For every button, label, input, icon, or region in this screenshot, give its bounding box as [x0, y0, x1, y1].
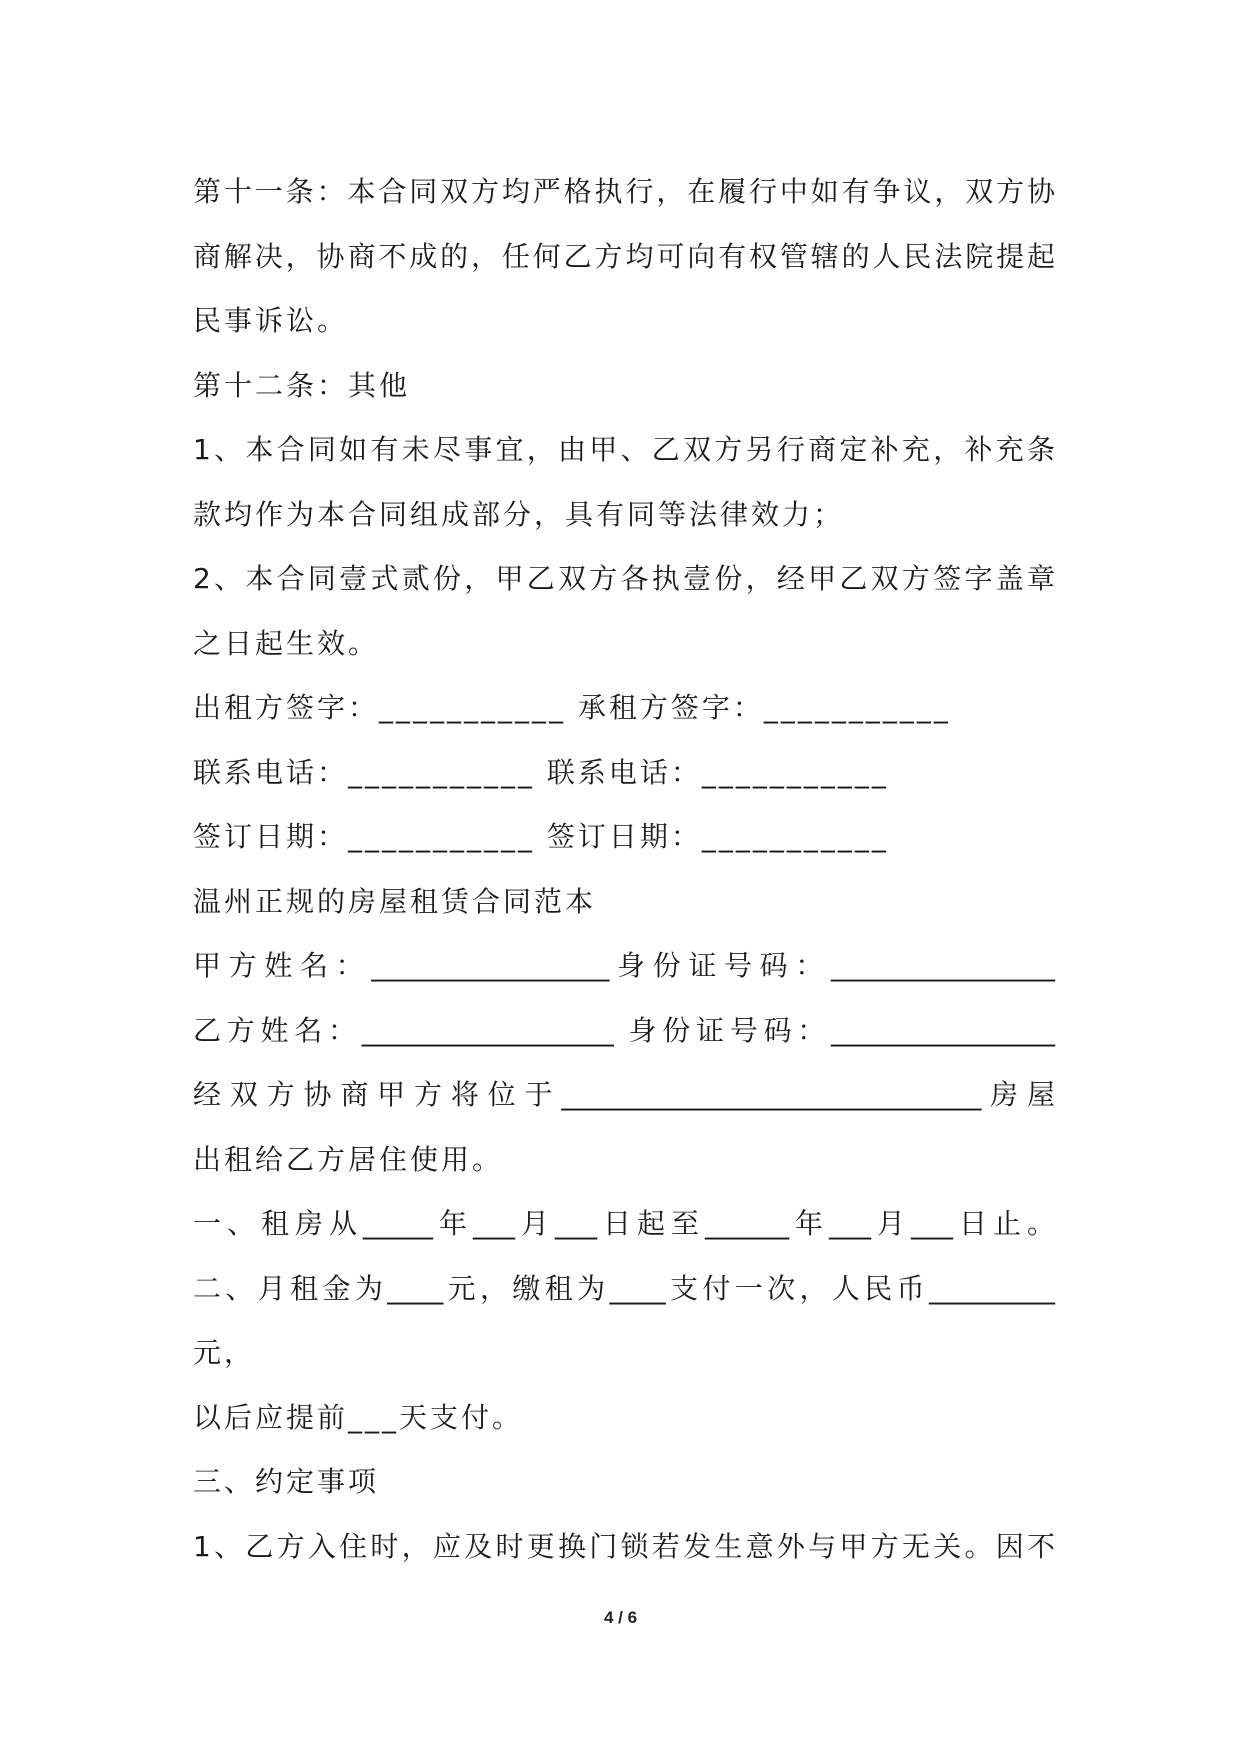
agreed-matters-heading: 三、约定事项 — [193, 1465, 380, 1498]
clause-12-item-2-line-1: 2、本合同壹式贰份，甲乙双方各执壹份，经甲乙双方签字盖章 — [193, 562, 1055, 595]
clause-12-heading: 第十二条：其他 — [193, 368, 411, 402]
clause-12-item-2-line-2: 之日起生效。 — [193, 626, 380, 660]
rental-term-line: 一、租房从_____年___月___日起至______年___月___日止。 — [193, 1207, 1055, 1240]
clause-12-item-1-line-1: 1、本合同如有未尽事宜，由甲、乙双方另行商定补充，补充条 — [193, 433, 1055, 466]
document-body — [193, 160, 1055, 1579]
clause-11-line-2: 商解决，协商不成的，任何乙方均可向有权管辖的人民法院提起 — [193, 239, 1055, 273]
agreed-matters-item-1: 1、乙方入住时，应及时更换门锁若发生意外与甲方无关。因不 — [193, 1529, 1055, 1563]
clause-11-line-3: 民事诉讼。 — [193, 304, 349, 337]
payment-advance-line: 以后应提前___天支付。 — [193, 1400, 524, 1434]
clause-11-line-1: 第十一条：本合同双方均严格执行，在履行中如有争议，双方协 — [193, 175, 1055, 208]
clause-12-item-1-line-2: 款均作为本合同组成部分，具有同等法律效力； — [193, 497, 845, 531]
page-number: 4 / 6 — [603, 1608, 638, 1627]
party-b-line: 乙方姓名：__________________ 身份证号码：________________ — [193, 1013, 1055, 1047]
second-contract-title: 温州正规的房屋租赁合同范本 — [193, 884, 597, 918]
phone-line: 联系电话：___________ 联系电话：___________ — [193, 755, 889, 789]
sign-date-line: 签订日期：___________ 签订日期：___________ — [193, 820, 889, 853]
party-a-line: 甲方姓名：_________________身份证号码：________________ — [193, 949, 1055, 982]
property-use-line: 出租给乙方居住使用。 — [193, 1142, 504, 1176]
signature-line: 出租方签字：___________ 承租方签字：___________ — [193, 691, 951, 724]
rent-amount-line-1: 二、月租金为____元，缴租为____支付一次，人民币_________ — [193, 1271, 1055, 1305]
property-location-line: 经双方协商甲方将位于______________________________房屋 — [193, 1078, 1055, 1111]
rent-amount-line-2: 元， — [193, 1336, 256, 1369]
